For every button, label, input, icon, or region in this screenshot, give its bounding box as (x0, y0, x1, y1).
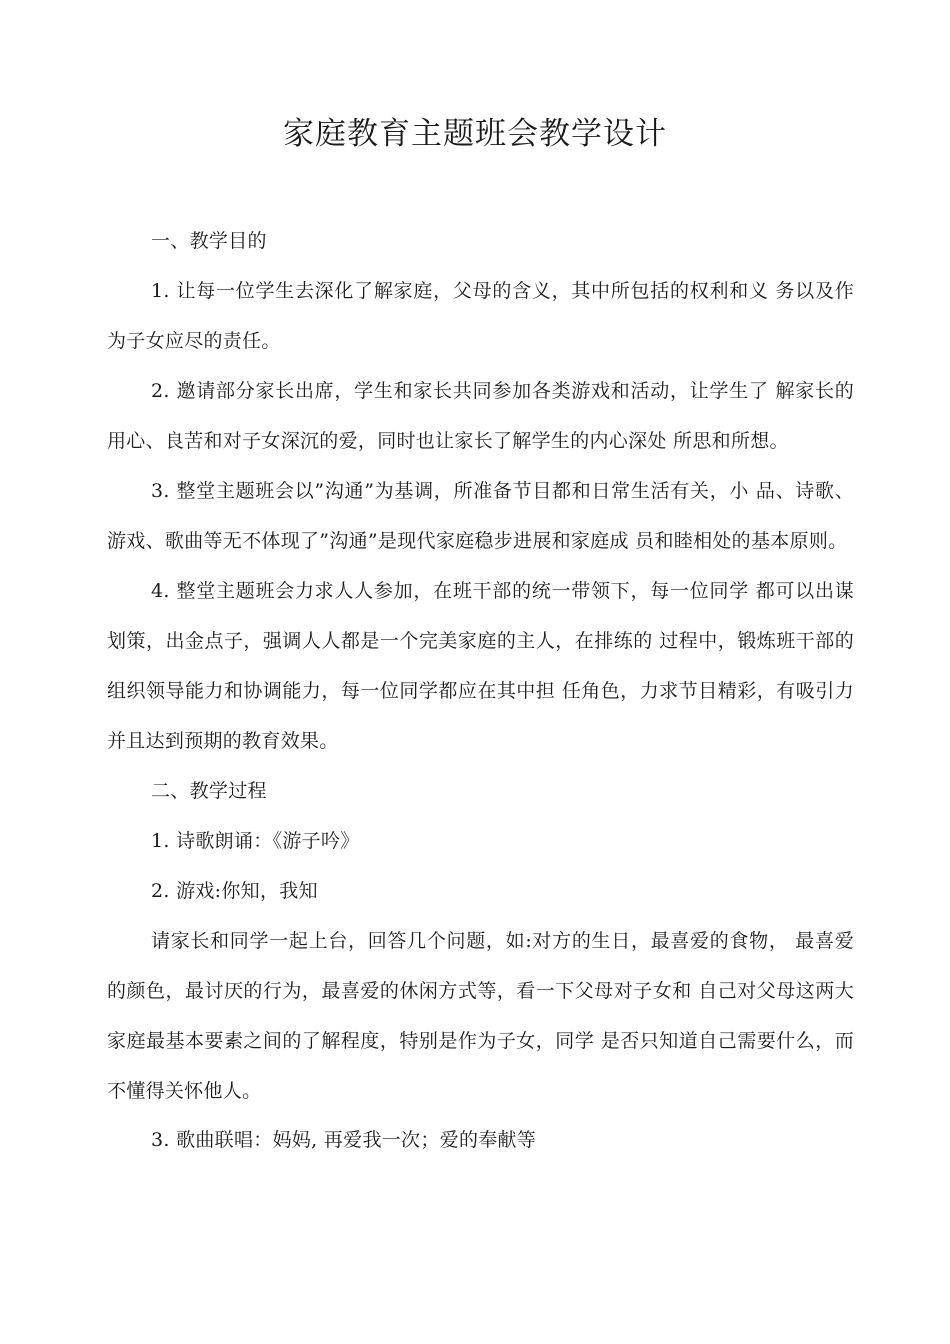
section-heading-teaching-process: 二、教学过程 (151, 780, 267, 802)
document-body (107, 216, 854, 1158)
process-item-3: 3. 歌曲联唱：妈妈, 再爱我一次；爱的奉献等 (151, 1129, 537, 1151)
document-title: 家庭教育主题班会教学设计 (283, 116, 667, 152)
process-item-2: 2. 游戏:你知，我知 (151, 880, 318, 902)
process-item-1: 1. 诗歌朗诵：《游子吟》 (151, 830, 360, 852)
section-heading-teaching-goals: 一、教学目的 (151, 230, 267, 252)
process-item-2-description: 请家长和同学一起上台，回答几个问题，如:对方的生日，最喜爱的食物， 最喜爱的颜色，最讨厌的行为，最喜爱的休闲方式等，看一下父母对子女和 自己对父母这两大家庭最基本要素之间的了解程度，特别是作为子女，同学 是否只知道自己需要什么，而不懂得关怀他人。 (107, 930, 854, 1102)
goal-item-1: 1. 让每一位学生去深化了解家庭，父母的含义，其中所包括的权利和义 务以及作为子女应尽的责任。 (107, 280, 854, 352)
goal-item-4: 4. 整堂主题班会力求人人参加，在班干部的统一带领下，每一位同学 都可以出谋划策，出金点子，强调人人都是一个完美家庭的主人，在排练的 过程中，锻炼班干部的组织领导能力和协调能力，每一位同学都应在其中担 任角色，力求节目精彩，有吸引力并且达到预期的教育效果。 (107, 580, 854, 752)
goal-item-3: 3. 整堂主题班会以”沟通”为基调，所准备节目都和日常生活有关，小 品、诗歌、游戏、歌曲等无不体现了”沟通”是现代家庭稳步进展和家庭成 员和睦相处的基本原则。 (107, 480, 854, 552)
goal-item-2: 2. 邀请部分家长出席，学生和家长共同参加各类游戏和活动，让学生了 解家长的用心、良苦和对子女深沉的爱，同时也让家长了解学生的内心深处 所思和所想。 (107, 380, 854, 452)
